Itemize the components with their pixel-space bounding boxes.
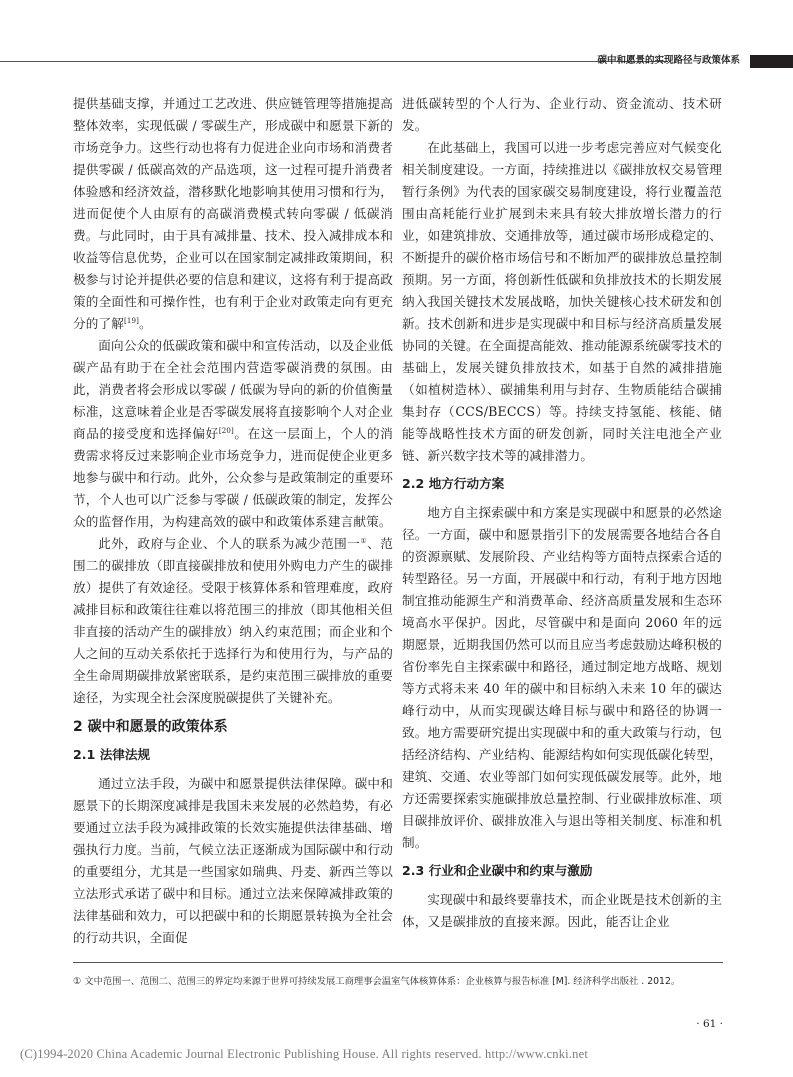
paragraph-1-text: 提供基础支撑，并通过工艺改进、供应链管理等措施提高整体效率，实现低碳 / 零碳生产，形成碳中和愿景下新的市场竞争力。这些行动也将有力促进企业向市场和消费者提供零碳 / 低碳高效的产品选项，这一过程可提升消费者体验感和经济效益，潜移默化地影响其使用习惯和行为，进而促使个人由原有的高碳消费模式转向零碳 / 低碳消费。与此同时，由于具有减排量、技术、投入减排成本和收益等信息优势，企业可以在国家制定减排政策期间，积极参与讨论并提供必要的信息和建议，这将有利于提高政策的全面性和可操作性，也有利于企业对政策走向有更充分的了解 (73, 96, 393, 331)
citation-20: [20] (218, 426, 234, 435)
right-column (402, 93, 722, 933)
paragraph-3-text-b: 、范围二的碳排放（即直接碳排放和使用外购电力产生的碳排放）提供了有效途径。受限于核算体系和管理难度，政府减排目标和政策往往难以将范围三的排放（即其他相关但非直接的活动产生的碳排放）纳入约束范围；而企业和个人之间的互动关系依托于选择行为和使用行为，与产品的全生命周期碳排放紧密联系，是约束范围三碳排放的重要途径，为实现全社会深度脱碳提供了关键补充。 (73, 536, 393, 705)
left-column (73, 93, 393, 949)
paragraph-1-end: 。 (138, 316, 152, 331)
paragraph-4: 通过立法手段，为碳中和愿景提供法律保障。碳中和愿景下的长期深度减排是我国未来发展的必然趋势，有必要通过立法手段为减排政策的长效实施提供法律基础、增强执行力度。当前，气候立法正逐渐成为国际碳中和行动的重要组分，尤其是一些国家如瑞典、丹麦、新西兰等以立法形式承诺了碳中和目标。通过立法来保障减排政策的法律基础和效力，可以把碳中和的长期愿景转换为全社会的行动共识，全面促 (73, 776, 393, 945)
paragraph-5: 进低碳转型的个人行为、企业行动、资金流动、技术研发。 (402, 96, 722, 133)
footnote: ① 文中范围一、范围二、范围三的界定均来源于世界可持续发展工商理事会温室气体核算体系：企业核算与报告标准 [M]. 经济科学出版社 . 2012。 (73, 976, 681, 987)
paragraph-2-text-a: 面向公众的低碳政策和碳中和宣传活动，以及企业低碳产品有助于在全社会范围内营造零碳消费的氛围。由此，消费者将会形成以零碳 / 低碳为导向的新的价值衡量标准，这意味着企业是否零碳发展将直接影响个人对企业商品的接受度和选择偏好 (73, 338, 393, 441)
footnote-marker: ① (360, 536, 368, 545)
running-title: 碳中和愿景的实现路径与政策体系 (597, 55, 740, 66)
section-heading-2: 2 碳中和愿景的政策体系 (73, 719, 228, 735)
header-block (750, 55, 793, 68)
paragraph-3 (73, 533, 393, 709)
paragraph-3-text-a: 此外，政府与企业、个人的联系为减少范围一 (98, 536, 361, 551)
paragraph-6: 在此基础上，我国可以进一步考虑完善应对气候变化相关制度建设。一方面，持续推进以《碳排放权交易管理暂行条例》为代表的国家碳交易制度建设，将行业覆盖范围由高耗能行业扩展到未来具有较大排放增长潜力的行业，如建筑排放、交通排放等，通过碳市场形成稳定的、不断提升的碳价格市场信号和不断加严的碳排放总量控制预期。另一方面，将创新性低碳和负排放技术的长期发展纳入我国关键技术发展战略，加快关键核心技术研发和创新。技术创新和进步是实现碳中和目标与经济高质量发展协同的关键。在全面提高能效、推动能源系统碳零技术的基础上，发展关键负排放技术，如基于自然的减排措施（如植树造林）、碳捕集利用与封存、生物质能结合碳捕集封存（CCS/BECCS）等。持续支持氢能、核能、储能等战略性技术方面的研发创新，同时关注电池全产业链、新兴数字技术等的减排潜力。 (402, 140, 722, 463)
section-heading-2-2: 2.2 地方行动方案 (402, 476, 505, 491)
citation-19: [19] (123, 316, 139, 325)
footnote-rule (73, 962, 723, 963)
paragraph-2 (73, 335, 393, 533)
section-heading-2-1: 2.1 法律法规 (73, 747, 151, 762)
copyright-watermark: (C)1994-2020 China Academic Journal Electronic Publishing House. All rights reserved. http://www.cnki.net (20, 1047, 589, 1061)
paragraph-2-text-b: 。在这一层面上，个人的消费需求将反过来影响企业市场竞争力，进而促使企业更多地参与碳中和行动。此外，公众参与是政策制定的重要环节，个人也可以广泛参与零碳 / 低碳政策的制定，发挥公众的监督作用，为构建高效的碳中和政策体系建言献策。 (73, 426, 393, 529)
paragraph-1 (73, 93, 393, 335)
section-heading-2-3: 2.3 行业和企业碳中和约束与激励 (402, 863, 593, 878)
page-number: · 61 · (696, 1018, 723, 1030)
paragraph-7: 地方自主探索碳中和方案是实现碳中和愿景的必然途径。一方面，碳中和愿景指引下的发展需要各地结合各自的资源禀赋、发展阶段、产业结构等方面特点探索合适的转型路径。另一方面，开展碳中和行动，有利于地方因地制宜推动能源生产和消费革命、经济高质量发展和生态环境高水平保护。因此，尽管碳中和是面向 2060 年的远期愿景，近期我国仍然可以而且应当考虑鼓励达峰积极的省份率先自主探索碳中和路径，通过制定地方战略、规划等方式将未来 40 年的碳中和目标纳入未来 10 年的碳达峰行动中，从而实现碳达峰目标与碳中和路径的协调一致。地方需要研究提出实现碳中和的重大政策与行动，包括经济结构、产业结构、能源结构如何实现低碳化转型，建筑、交通、农业等部门如何实现低碳发展等。此外，地方还需要探索实施碳排放总量控制、行业碳排放标准、项目碳排放评价、碳排放准入与退出等相关制度、标准和机制。 (402, 505, 722, 850)
paragraph-8: 实现碳中和最终要靠技术，而企业既是技术创新的主体，又是碳排放的直接来源。因此，能否让企业 (402, 892, 722, 929)
